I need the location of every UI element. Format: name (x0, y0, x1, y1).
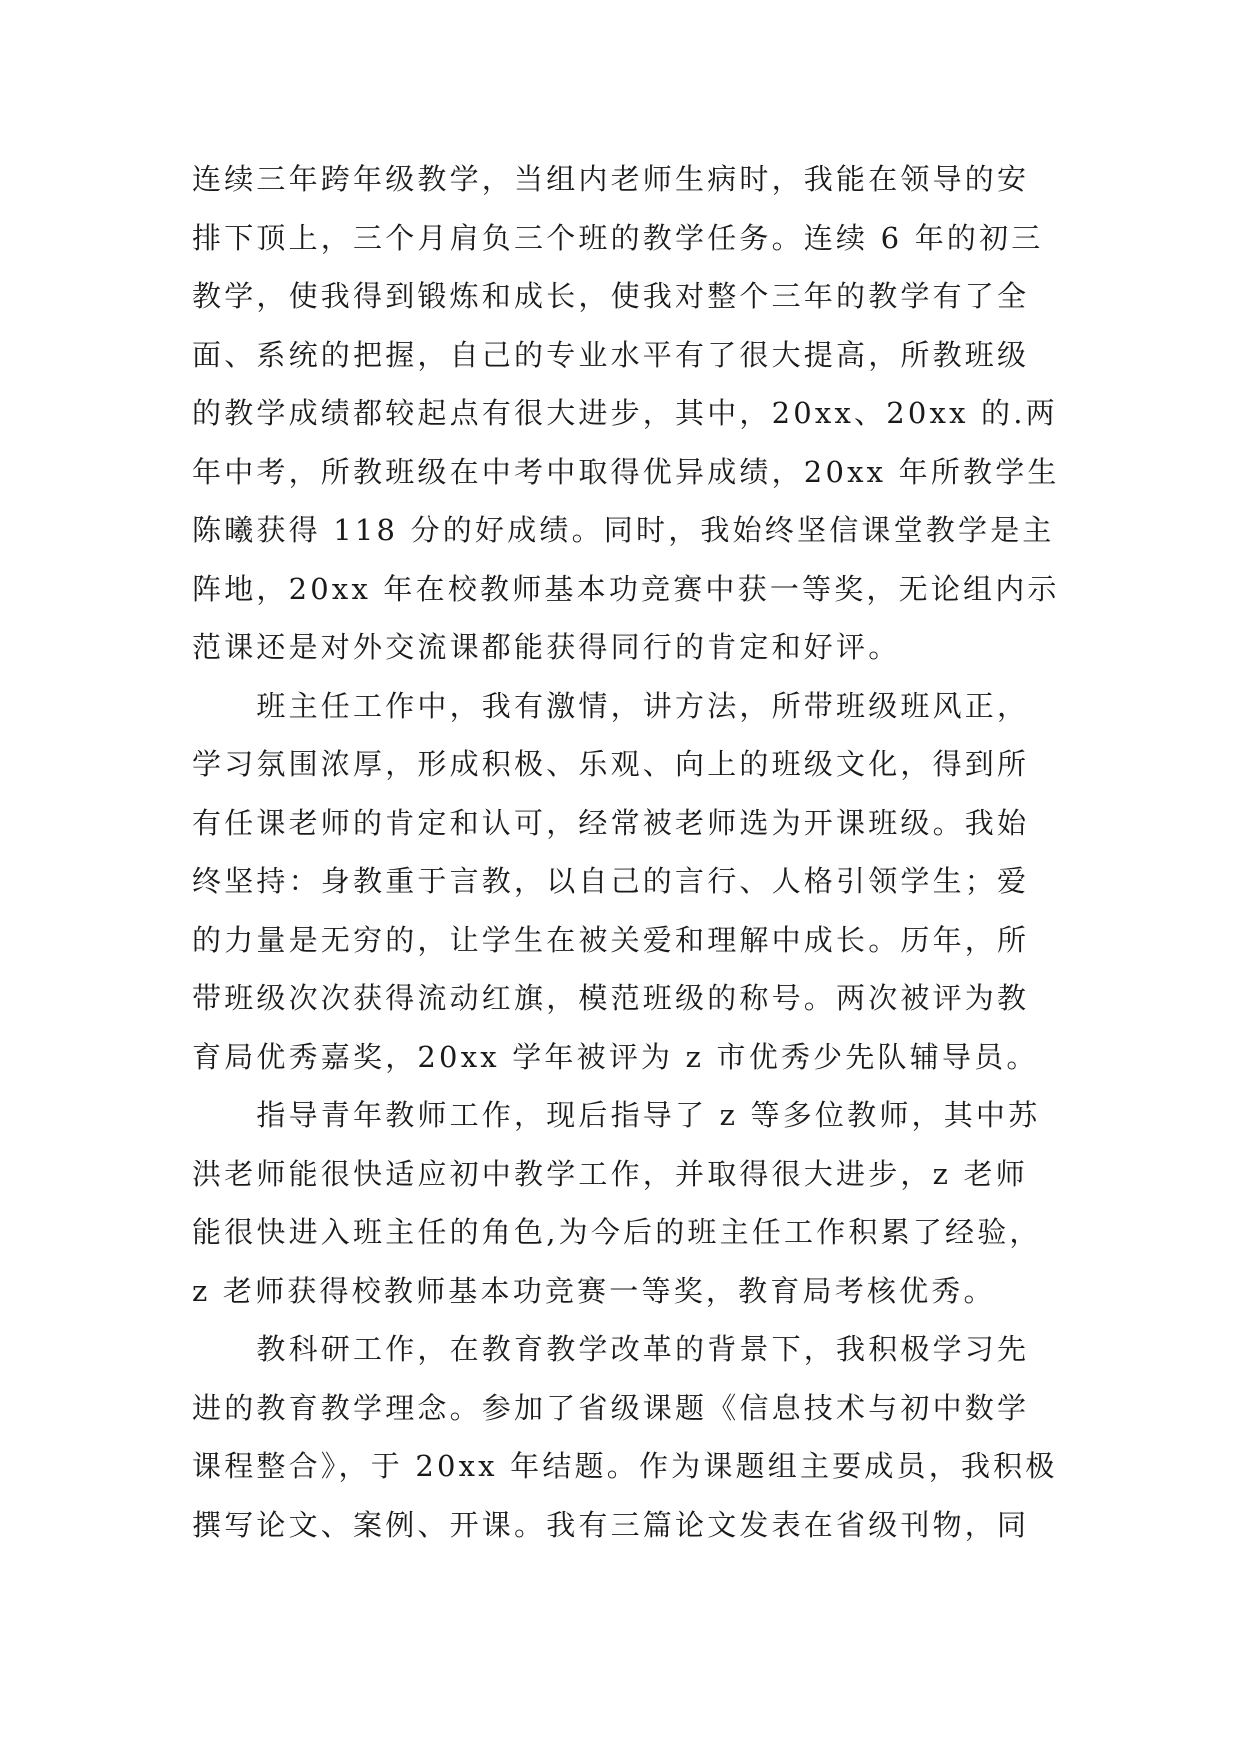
text-line: 连续三年跨年级教学，当组内老师生病时，我能在领导的安 (192, 162, 1030, 196)
text-line: 阵地，20xx 年在校教师基本功竞赛中获一等奖，无论组内示 (192, 571, 1060, 606)
text-line: 进的教育教学理念。参加了省级课题《信息技术与初中数学 (192, 1390, 1030, 1425)
text-line: 的教学成绩都较起点有很大进步，其中，20xx、20xx 的.两 (192, 396, 1058, 430)
text-line: 陈曦获得 118 分的好成绩。同时，我始终坚信课堂教学是主 (192, 513, 1055, 547)
text-line: 指导青年教师工作，现后指导了 z 等多位教师，其中苏 (192, 1098, 1041, 1132)
text-line: 有任课老师的肯定和认可，经常被老师选为开课班级。我始 (192, 805, 1030, 840)
text-line: 终坚持：身教重于言教，以自己的言行、人格引领学生；爱 (192, 864, 1030, 898)
text-line: 能很快进入班主任的角色,为今后的班主任工作积累了经验， (192, 1215, 1042, 1249)
text-line: 洪老师能很快适应初中教学工作，并取得很大进步，z 老师 (192, 1156, 1028, 1191)
text-line: 班主任工作中，我有激情，讲方法，所带班级班风正， (192, 688, 1030, 723)
text-line: z 老师获得校教师基本功竞赛一等奖，教育局考核优秀。 (192, 1273, 996, 1308)
text-line: 面、系统的把握，自己的专业水平有了很大提高，所教班级 (192, 337, 1030, 372)
body-text (192, 150, 1060, 1554)
text-line: 年中考，所教班级在中考中取得优异成绩，20xx 年所教学生 (192, 454, 1060, 489)
text-line: 撰写论文、案例、开课。我有三篇论文发表在省级刊物，同 (192, 1507, 1030, 1542)
text-line: 学习氛围浓厚，形成积极、乐观、向上的班级文化，得到所 (192, 747, 1030, 781)
text-line: 的力量是无穷的，让学生在被关爱和理解中成长。历年，所 (192, 922, 1030, 957)
text-line: 育局优秀嘉奖，20xx 学年被评为 z 市优秀少先队辅导员。 (192, 1039, 1039, 1074)
text-line: 课程整合》，于 20xx 年结题。作为课题组主要成员，我积极 (192, 1449, 1058, 1483)
text-line: 排下顶上，三个月肩负三个班的教学任务。连续 6 年的初三 (192, 220, 1044, 255)
text-line: 教科研工作，在教育教学改革的背景下，我积极学习先 (192, 1332, 1030, 1366)
text-line: 教学，使我得到锻炼和成长，使我对整个三年的教学有了全 (192, 279, 1030, 313)
text-line: 范课还是对外交流课都能获得同行的肯定和好评。 (192, 630, 901, 664)
text-line: 带班级次次获得流动红旗，模范班级的称号。两次被评为教 (192, 981, 1030, 1015)
